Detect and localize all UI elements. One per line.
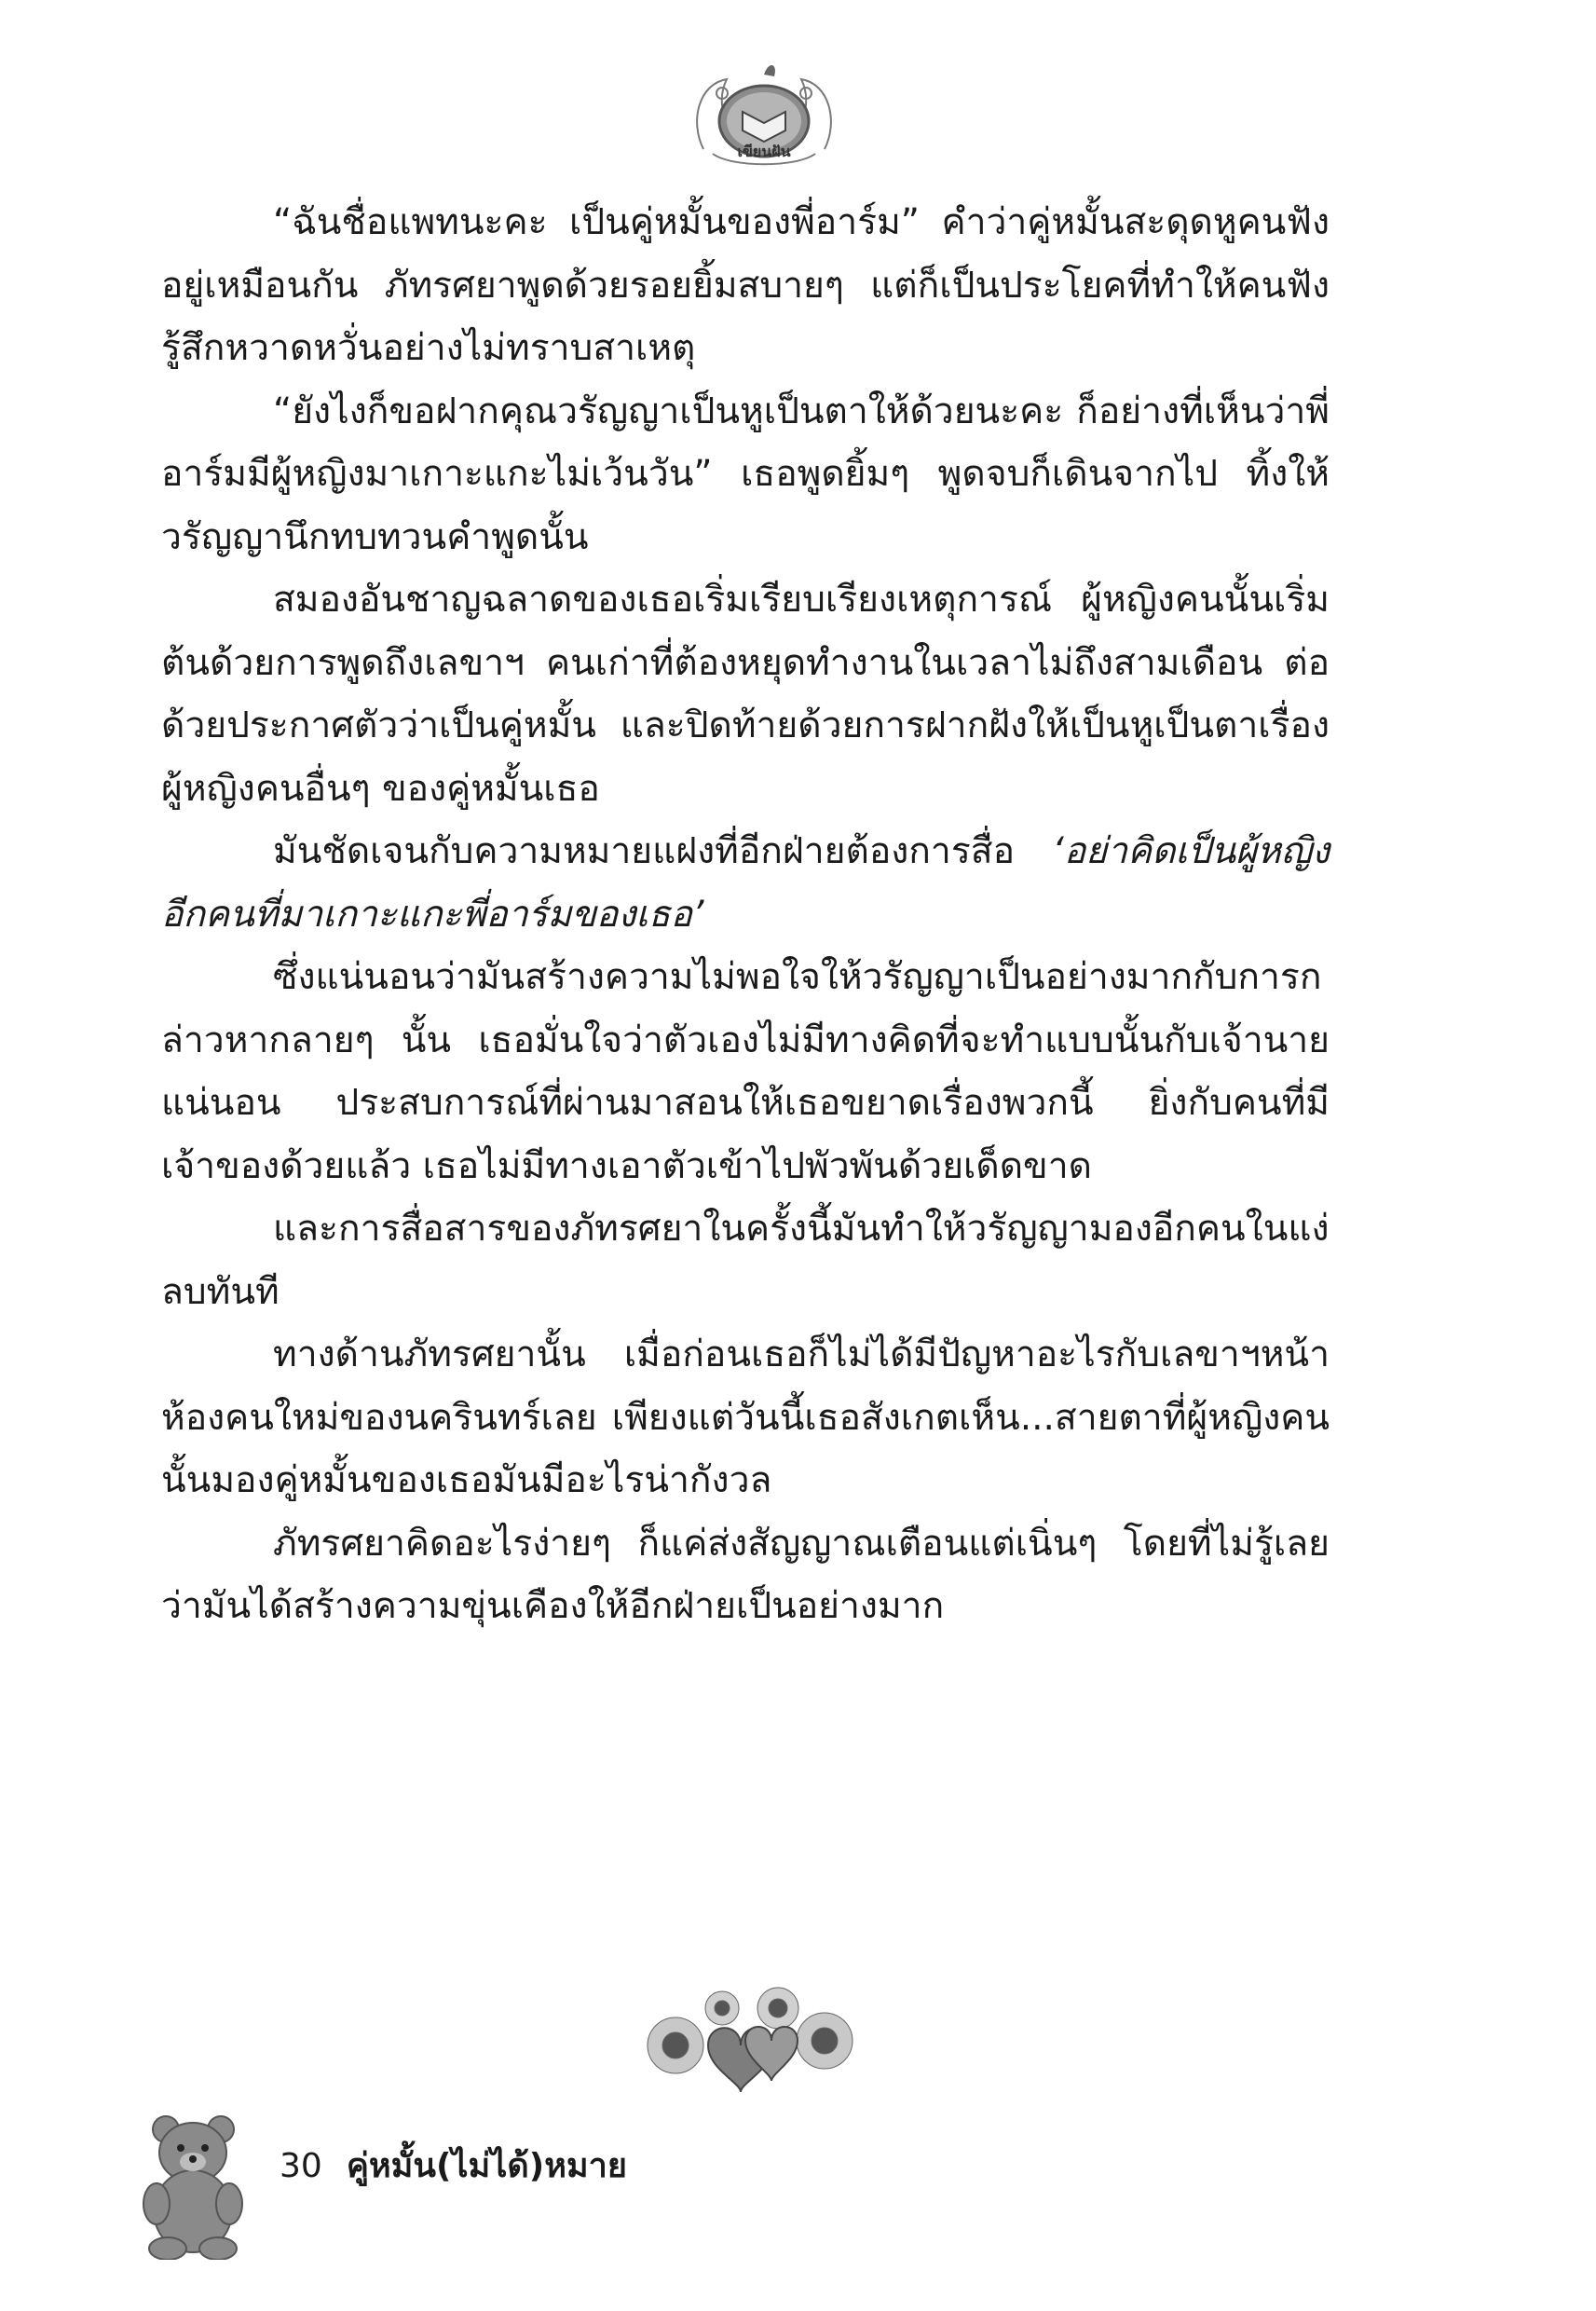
paragraph-text: ซึ่งแน่นอนว่ามันสร้างความไม่พอใจให้วรัญญาเป็นอย่างมากกับการกล่าวหากลายๆ นั้น เธอมั่นใจว่าตัวเองไม่มีทางคิดที่จะทำแบบนั้นกับเจ้านายแน่นอน ประสบการณ์ที่ผ่านมาสอนให้เธอขยาดเรื่องพวกนี้ ยิ่งกับคนที่มีเจ้าของด้วยแล้ว เธอไม่มีทางเอาตัวเข้าไปพัวพันด้วยเด็ดขาด: [161, 956, 1330, 1187]
paragraph-text: ภัทรศยาคิดอะไรง่ายๆ ก็แค่ส่งสัญญาณเตือนแต่เนิ่นๆ โดยที่ไม่รู้เลยว่ามันได้สร้างความขุ่นเคืองให้อีกฝ่ายเป็นอย่างมาก: [161, 1522, 1330, 1627]
body-text: [161, 191, 1330, 1638]
logo-text: เขียนฝัน: [737, 143, 791, 160]
paragraph-italic-quote: ‘อย่าคิดเป็นผู้หญิงอีกคนที่มาเกาะแกะพี่อาร์มของเธอ’: [161, 830, 1330, 936]
paragraph-2: [161, 380, 1330, 569]
paragraph-6: [161, 1197, 1330, 1323]
paragraph-5: [161, 946, 1330, 1197]
sunflower-hearts-icon: [634, 1980, 866, 2101]
book-emblem-icon: [685, 56, 843, 172]
paragraph-1: [161, 191, 1330, 380]
paragraph-3: [161, 568, 1330, 820]
book-title: คู่หมั้น(ไม่ได้)หมาย: [346, 2147, 627, 2185]
paragraph-7: [161, 1323, 1330, 1512]
paragraph-4: [161, 820, 1330, 946]
paragraph-text: และการสื่อสารของภัทรศยาในครั้งนี้มันทำให้วรัญญามองอีกคนในแง่ลบทันที: [161, 1208, 1330, 1313]
paragraph-text: “ยังไงก็ขอฝากคุณวรัญญาเป็นหูเป็นตาให้ด้วยนะคะ ก็อย่างที่เห็นว่าพี่อาร์มมีผู้หญิงมาเกาะแกะไม่เว้นวัน” เธอพูดยิ้มๆ พูดจบก็เดินจากไป ทิ้งให้วรัญญานึกทบทวนคำพูดนั้น: [161, 390, 1330, 558]
teddy-bear-icon: [140, 2111, 247, 2260]
paragraph-text: ทางด้านภัทรศยานั้น เมื่อก่อนเธอก็ไม่ได้มีปัญหาอะไรกับเลขาฯหน้าห้องคนใหม่ของนครินทร์เลย เพียงแต่วันนี้เธอสังเกตเห็น...สายตาที่ผู้หญิงคนนั้นมองคู่หมั้นของเธอมันมีอะไรน่ากังวล: [161, 1333, 1330, 1501]
paragraph-text: มันชัดเจนกับความหมายแฝงที่อีกฝ่ายต้องการสื่อ: [273, 830, 1053, 872]
paragraph-text: “ฉันชื่อแพทนะคะ เป็นคู่หมั้นของพี่อาร์ม” คำว่าคู่หมั้นสะดุดหูคนฟังอยู่เหมือนกัน ภัทรศยาพูดด้วยรอยยิ้มสบายๆ แต่ก็เป็นประโยคที่ทำให้คนฟังรู้สึกหวาดหวั่นอย่างไม่ทราบสาเหตุ: [161, 201, 1330, 369]
page-footer: [280, 2139, 627, 2192]
page-number: 30: [280, 2147, 322, 2185]
paragraph-text: สมองอันชาญฉลาดของเธอเริ่มเรียบเรียงเหตุการณ์ ผู้หญิงคนนั้นเริ่มต้นด้วยการพูดถึงเลขาฯ คนเก่าที่ต้องหยุดทำงานในเวลาไม่ถึงสามเดือน ต่อด้วยประกาศตัวว่าเป็นคู่หมั้น และปิดท้ายด้วยการฝากฝังให้เป็นหูเป็นตาเรื่องผู้หญิงคนอื่นๆ ของคู่หมั้นเธอ: [161, 579, 1330, 810]
paragraph-8: [161, 1512, 1330, 1638]
